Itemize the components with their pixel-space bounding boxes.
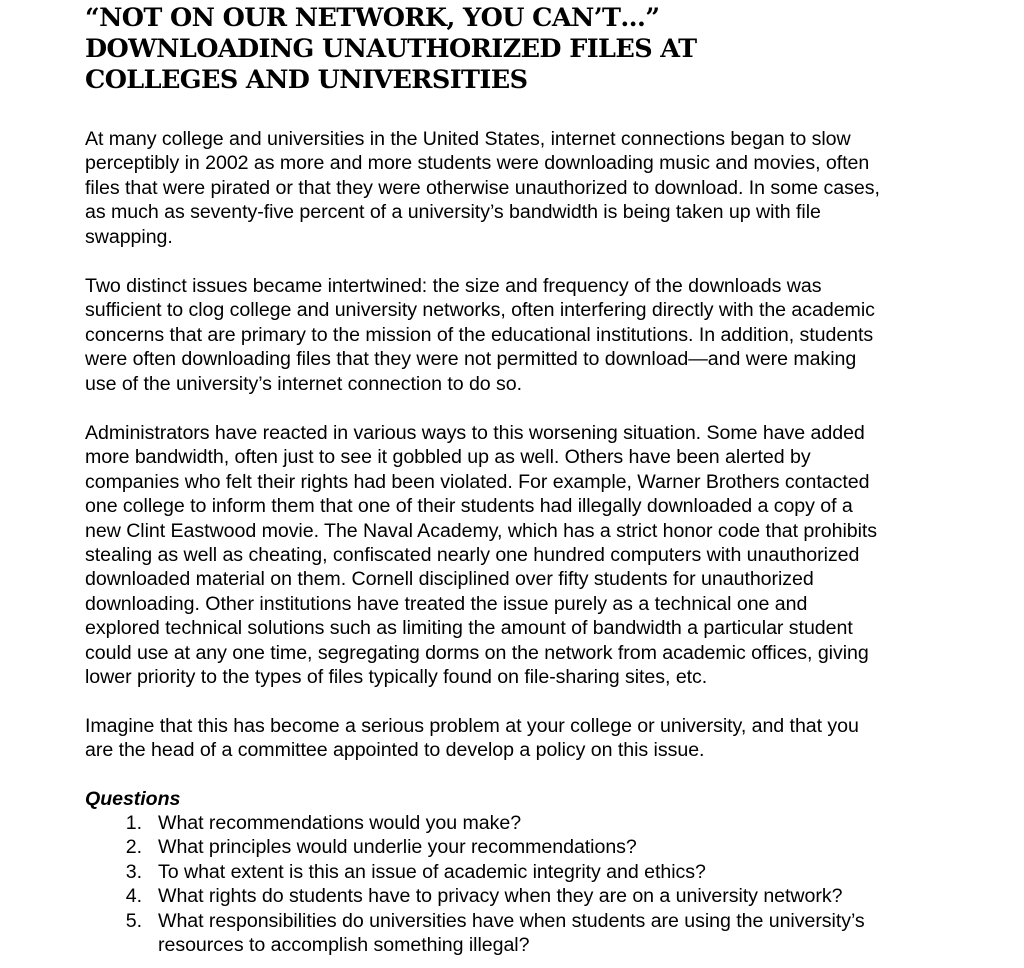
paragraph-2 [85,274,875,396]
text-line: Two distinct issues became intertwined: the size and frequency of the downloads was [85,275,822,297]
question-number: 1. [125,812,142,834]
paragraph-3 [85,421,877,689]
text-line: new Clint Eastwood movie. The Naval Academy, which has a strict honor code that prohibits [85,519,878,542]
document-page [85,3,965,957]
question-number: 4. [125,885,142,908]
text-line: concerns that are primary to the mission of the educational institutions. In addition, students [85,323,874,346]
text-line: are the head of a committee appointed to develop a policy on this issue. [85,739,705,762]
question-text: What rights do students have to privacy when they are on a university network? [158,885,843,908]
questions-list [85,811,865,957]
text-line: sufficient to clog college and university networks, often interfering directly with the academic [85,299,875,322]
question-item [85,909,865,958]
text-line: swapping. [85,225,173,248]
question-text: resources to accomplish something illegal? [158,934,530,957]
title-line: “NOT ON OUR NETWORK, YOU CAN’T…” [85,3,660,33]
question-text: What recommendations would you make? [158,812,522,834]
question-number: 3. [125,860,142,883]
text-line: At many college and universities in the United States, internet connections began to slow [85,128,851,150]
question-text: What responsibilities do universities have when students are using the university’s [158,909,865,932]
question-item [85,860,865,884]
text-line: were often downloading files that they were not permitted to download—and were making [85,348,857,371]
text-line: perceptibly in 2002 as more and more students were downloading music and movies, often [85,152,870,175]
question-text: What principles would underlie your recommendations? [158,836,637,859]
questions-heading: Questions [85,788,181,810]
text-line: one college to inform them that one of their students had illegally downloaded a copy of a [85,495,853,518]
question-item [85,884,865,908]
question-text: To what extent is this an issue of academic integrity and ethics? [158,860,706,883]
document-title [85,3,805,96]
paragraph-4 [85,714,859,763]
text-line: downloading. Other institutions have treated the issue purely as a technical one and [85,592,808,615]
text-line: downloaded material on them. Cornell disciplined over fifty students for unauthorized [85,568,814,591]
text-line: files that were pirated or that they were otherwise unauthorized to download. In some cases, [85,176,880,199]
text-line: Imagine that this has become a serious problem at your college or university, and that you [85,715,859,737]
title-line: DOWNLOADING UNAUTHORIZED FILES AT [85,34,697,64]
text-line: companies who felt their rights had been violated. For example, Warner Brothers contacted [85,470,870,493]
text-line: stealing as well as cheating, confiscated nearly one hundred computers with unauthorized [85,544,860,567]
title-line: COLLEGES AND UNIVERSITIES [85,65,528,95]
text-line: explored technical solutions such as limiting the amount of bandwidth a particular student [85,617,853,640]
text-line: could use at any one time, segregating dorms on the network from academic offices, giving [85,641,869,664]
text-line: as much as seventy-five percent of a university’s bandwidth is being taken up with file [85,201,821,224]
question-item [85,811,865,835]
text-line: Administrators have reacted in various ways to this worsening situation. Some have added [85,422,865,444]
text-line: lower priority to the types of files typically found on file-sharing sites, etc. [85,666,708,689]
text-line: more bandwidth, often just to see it gobbled up as well. Others have been alerted by [85,446,811,469]
text-line: use of the university’s internet connection to do so. [85,372,523,395]
question-number: 2. [125,836,142,859]
question-number: 5. [125,909,142,932]
question-item [85,835,865,859]
paragraph-1 [85,127,880,249]
